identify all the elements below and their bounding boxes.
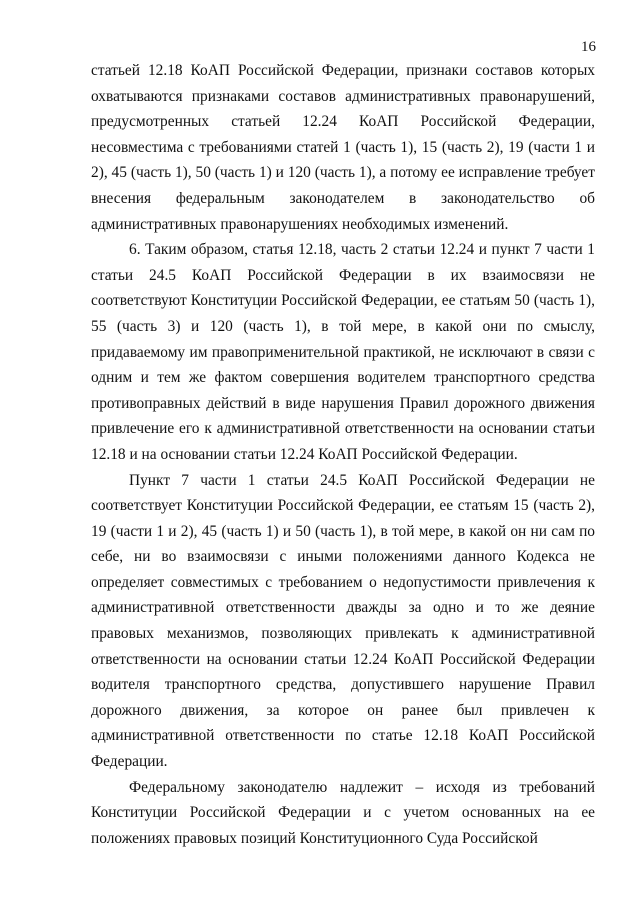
paragraph-legislator: Федеральному законодателю надлежит – исходя из требований Конституции Российской Федерации и с учетом основанных на ее положениях правовых позиций Конституционного Суда Российской	[91, 778, 595, 847]
paragraph-continuation: статьей 12.18 КоАП Российской Федерации, признаки составов которых охватываются признаками составов административных правонарушений, предусмотренных статьей 12.24 КоАП Российской Федерации, несовместима с требованиями статей 1 (часть 1), 15 (часть 2), 19 (части 1 и 2), 45 (часть 1), 50 (часть 1) и 120 (часть 1), а потому ее исправление требует внесения федеральным законодателем в законодательство об административных правонарушениях необходимых изменений.	[91, 62, 595, 233]
document-body	[91, 58, 595, 851]
paragraph-point-6: 6. Таким образом, статья 12.18, часть 2 статьи 12.24 и пункт 7 части 1 статьи 24.5 КоАП Российской Федерации в их взаимосвязи не соответствуют Конституции Российской Федерации, ее статьям 50 (часть 1), 55 (часть 3) и 120 (часть 1), в той мере, в какой они по смыслу, придаваемому им правоприменительной практикой, не исключают в связи с одним и тем же фактом совершения водителем транспортного средства противоправных действий в виде нарушения Правил дорожного движения привлечение его к административной ответственности на основании статьи 12.18 и на основании статьи 12.24 КоАП Российской Федерации.	[91, 241, 595, 463]
page-number: 16	[581, 39, 596, 55]
paragraph-item-7: Пункт 7 части 1 статьи 24.5 КоАП Российской Федерации не соответствует Конституции Российской Федерации, ее статьям 15 (часть 2), 19 (части 1 и 2), 45 (часть 1) и 50 (часть 1), в той мере, в какой он ни сам по себе, ни во взаимосвязи с иными положениями данного Кодекса не определяет совместимых с требованием о недопустимости привлечения к административной ответственности дважды за одно и то же деяние правовых механизмов, позволяющих привлекать к административной ответственности на основании статьи 12.24 КоАП Российской Федерации водителя транспортного средства, допустившего нарушение Правил дорожного движения, за которое он ранее был привлечен к административной ответственности по статье 12.18 КоАП Российской Федерации.	[91, 471, 595, 771]
